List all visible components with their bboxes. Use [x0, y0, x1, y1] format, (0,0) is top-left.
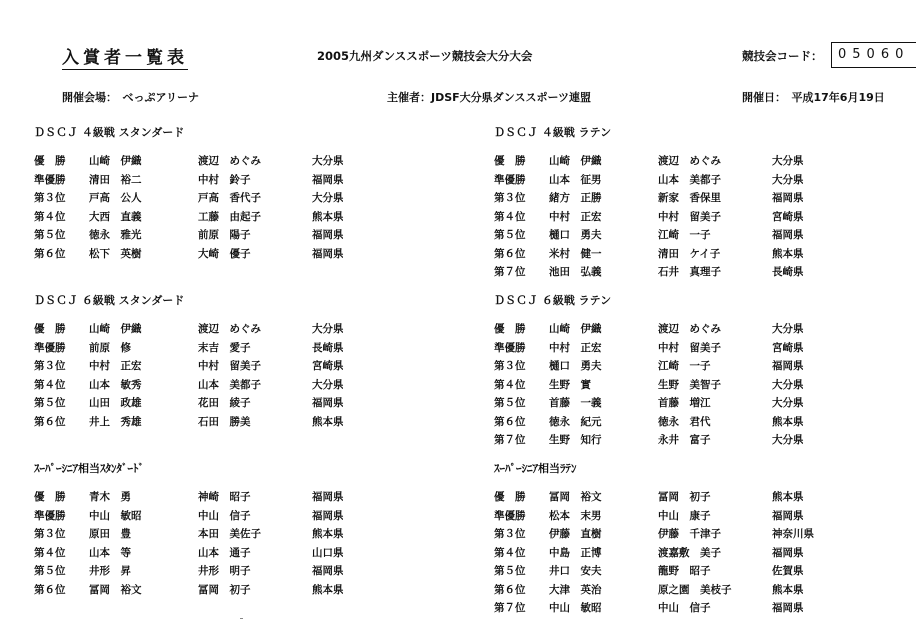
rank-label: 第５位	[34, 565, 66, 577]
result-row	[34, 489, 444, 508]
partner-name: 渡嘉敷 美子	[658, 546, 721, 559]
result-row	[34, 190, 444, 209]
result-row	[34, 563, 444, 582]
result-row	[494, 600, 904, 619]
result-row	[34, 395, 444, 414]
leader-name: 中村 正宏	[89, 360, 142, 372]
competition-code-label: 競技会コード：	[742, 49, 823, 63]
prefecture: 大分県	[772, 323, 804, 335]
partner-name: 大崎 優子	[198, 247, 251, 260]
partner-name: 戸高 香代子	[198, 192, 261, 204]
section-title: ＤＳＣＪ ６級戦 スタンダード	[34, 294, 185, 307]
rank-label: 準優勝	[494, 341, 526, 354]
leader-name: 中村 正宏	[549, 210, 602, 223]
leader-name: 大津 英治	[549, 583, 602, 596]
results-section	[494, 292, 904, 451]
partner-name: 中村 鈴子	[198, 173, 251, 186]
leader-name: 中村 正宏	[549, 341, 602, 354]
leader-name: 青木 勇	[89, 491, 131, 503]
partner-name: 渡辺 めぐみ	[198, 323, 261, 335]
section-title: ＤＳＣＪ ６級戦 ラテン	[494, 294, 612, 307]
result-row	[494, 321, 904, 340]
result-row	[34, 358, 444, 377]
prefecture: 福岡県	[772, 229, 804, 241]
partner-name: 徳永 君代	[658, 415, 711, 428]
partner-name: 中村 留美子	[658, 210, 721, 223]
partner-name: 花田 綾子	[198, 397, 251, 409]
result-row	[34, 172, 444, 191]
result-row	[34, 246, 444, 265]
partner-name: 末吉 愛子	[198, 341, 251, 354]
rank-label: 優 勝	[34, 323, 66, 335]
partner-name: 冨岡 初子	[198, 583, 251, 596]
leader-name: 山田 政雄	[89, 397, 142, 409]
prefecture: 福岡県	[772, 509, 804, 522]
partner-name: 工藤 由起子	[198, 210, 261, 223]
leader-name: 井形 昇	[89, 565, 131, 577]
result-row	[34, 414, 444, 433]
leader-name: 井口 安夫	[549, 565, 602, 577]
prefecture: 大分県	[312, 155, 344, 167]
leader-name: 山崎 伊織	[549, 323, 602, 335]
prefecture: 大分県	[772, 397, 804, 409]
partner-name: 石田 勝美	[198, 415, 251, 428]
prefecture: 大分県	[312, 192, 344, 204]
prefecture: 宮崎県	[772, 341, 804, 354]
leader-name: 松本 末男	[549, 509, 602, 522]
leader-name: 緒方 正勝	[549, 192, 602, 204]
leader-name: 徳永 雅光	[89, 229, 142, 241]
partner-name: 中村 留美子	[198, 360, 261, 372]
rank-label: 準優勝	[34, 509, 66, 522]
partner-name: 山本 美都子	[658, 173, 721, 186]
result-row	[494, 190, 904, 209]
rank-label: 第６位	[494, 415, 526, 428]
prefecture: 大分県	[312, 323, 344, 335]
prefecture: 熊本県	[772, 583, 804, 596]
partner-name: 前原 陽子	[198, 229, 251, 241]
prefecture: 長崎県	[772, 266, 804, 278]
leader-name: 首藤 一義	[549, 397, 602, 409]
result-row	[34, 526, 444, 545]
partner-name: 本田 美佐子	[198, 528, 261, 540]
partner-name: 渡辺 めぐみ	[658, 155, 721, 167]
prefecture: 熊本県	[312, 583, 344, 596]
result-row	[494, 377, 904, 396]
partner-name: 井形 明子	[198, 565, 251, 577]
result-row	[34, 340, 444, 359]
leader-name: 樋口 勇夫	[549, 229, 602, 241]
rank-label: 第３位	[34, 528, 66, 540]
prefecture: 熊本県	[772, 415, 804, 428]
rank-label: 第６位	[34, 415, 66, 428]
leader-name: 中山 敏昭	[89, 509, 142, 522]
result-row	[34, 582, 444, 601]
result-row	[34, 321, 444, 340]
leader-name: 松下 英樹	[89, 247, 142, 260]
result-row	[34, 227, 444, 246]
leader-name: 山本 等	[89, 546, 131, 559]
rank-label: 第６位	[34, 247, 66, 260]
leader-name: 大西 直義	[89, 210, 142, 223]
result-row	[494, 153, 904, 172]
leader-name: 中山 敏昭	[549, 602, 602, 614]
result-row	[494, 172, 904, 191]
prefecture: 宮崎県	[312, 360, 344, 372]
rank-label: 第５位	[494, 565, 526, 577]
leader-name: 山崎 伊織	[89, 155, 142, 167]
rank-label: 第７位	[494, 434, 526, 446]
partner-name: 龍野 昭子	[658, 565, 711, 577]
partner-name: 伊藤 千津子	[658, 528, 721, 540]
partner-name: 石井 真理子	[658, 266, 721, 278]
rank-label: 第５位	[34, 229, 66, 241]
leader-name: 中島 正博	[549, 546, 602, 559]
rank-label: 第７位	[494, 602, 526, 614]
rank-label: 第４位	[494, 210, 526, 223]
event-name: 2005九州ダンススポーツ競技会大分大会	[317, 49, 533, 63]
rank-label: 第５位	[494, 397, 526, 409]
prefecture: 福岡県	[312, 247, 344, 260]
result-row	[494, 545, 904, 564]
result-row	[494, 246, 904, 265]
rank-label: 第３位	[494, 192, 526, 204]
rank-label: 優 勝	[494, 323, 526, 335]
rank-label: 第６位	[494, 247, 526, 260]
result-row	[494, 432, 904, 451]
partner-name: 中山 信子	[658, 602, 711, 614]
result-row	[494, 227, 904, 246]
section-title: ＤＳＣＪ ４級戦 スタンダード	[34, 126, 185, 139]
partner-name: 中山 信子	[198, 509, 251, 522]
rank-label: 準優勝	[34, 341, 66, 354]
results-section	[34, 460, 444, 600]
leader-name: 山崎 伊織	[89, 323, 142, 335]
partner-name: 渡辺 めぐみ	[198, 155, 261, 167]
prefecture: 福岡県	[312, 397, 344, 409]
prefecture: 熊本県	[312, 210, 344, 223]
rank-label: 第３位	[494, 360, 526, 372]
prefecture: 熊本県	[772, 247, 804, 260]
result-row	[34, 508, 444, 527]
leader-name: 樋口 勇夫	[549, 360, 602, 372]
partner-name: 永井 富子	[658, 434, 711, 446]
partner-name: 新家 香保里	[658, 192, 721, 204]
leader-name: 生野 實	[549, 378, 591, 391]
leader-name: 徳永 紀元	[549, 415, 602, 428]
prefecture: 神奈川県	[772, 528, 814, 540]
partner-name: 江崎 一子	[658, 229, 711, 241]
page-title: 入賞者一覧表	[62, 43, 188, 70]
partner-name: 江崎 一子	[658, 360, 711, 372]
result-row	[34, 153, 444, 172]
rank-label: 第５位	[34, 397, 66, 409]
partner-name: 山本 美都子	[198, 378, 261, 391]
leader-name: 米村 健一	[549, 247, 602, 260]
prefecture: 熊本県	[312, 415, 344, 428]
organizer: 主催者：JDSF大分県ダンススポーツ連盟	[387, 91, 591, 104]
leader-name: 山崎 伊織	[549, 155, 602, 167]
prefecture: 福岡県	[312, 491, 344, 503]
rank-label: 優 勝	[494, 491, 526, 503]
prefecture: 大分県	[772, 378, 804, 391]
rank-label: 第３位	[34, 192, 66, 204]
partner-name: 生野 美智子	[658, 378, 721, 391]
section-title: ｽｰﾊﾟｰｼﾆｱ相当ﾗﾃﾝ	[494, 462, 577, 475]
prefecture: 熊本県	[772, 491, 804, 503]
section-title: ＤＳＣＪ ４級戦 ラテン	[494, 126, 612, 139]
results-section	[34, 124, 444, 264]
leader-name: 冨岡 裕文	[89, 583, 142, 596]
result-row	[494, 395, 904, 414]
section-title: ｽｰﾊﾟｰｼﾆｱ相当ｽﾀﾝﾀﾞｰﾄﾞ	[34, 462, 144, 475]
prefecture: 大分県	[772, 173, 804, 186]
leader-name: 山本 征男	[549, 173, 602, 186]
result-row	[494, 582, 904, 601]
prefecture: 大分県	[772, 155, 804, 167]
leader-name: 山本 敏秀	[89, 378, 142, 391]
event-date: 開催日： 平成17年6月19日	[742, 91, 885, 104]
competition-code-value: 05060	[831, 42, 916, 68]
result-row	[494, 489, 904, 508]
rank-label: 優 勝	[34, 155, 66, 167]
rank-label: 第３位	[34, 360, 66, 372]
venue: 開催会場： べっぷアリーナ	[62, 91, 200, 104]
prefecture: 福岡県	[772, 360, 804, 372]
result-row	[494, 563, 904, 582]
result-row	[34, 209, 444, 228]
result-row	[494, 414, 904, 433]
leader-name: 池田 弘義	[549, 266, 602, 278]
prefecture: 大分県	[312, 378, 344, 391]
leader-name: 生野 知行	[549, 434, 602, 446]
results-section	[34, 292, 444, 432]
partner-name: 清田 ケイ子	[658, 247, 721, 260]
prefecture: 山口県	[312, 546, 344, 559]
rank-label: 第４位	[494, 378, 526, 391]
rank-label: 第３位	[494, 528, 526, 540]
prefecture: 熊本県	[312, 528, 344, 540]
rank-label: 第４位	[34, 546, 66, 559]
prefecture: 福岡県	[312, 173, 344, 186]
results-section	[494, 460, 904, 619]
rank-label: 準優勝	[34, 173, 66, 186]
rank-label: 第４位	[494, 546, 526, 559]
prefecture: 福岡県	[772, 546, 804, 559]
leader-name: 原田 豊	[89, 528, 131, 540]
result-row	[494, 358, 904, 377]
scan-mark	[240, 618, 243, 619]
rank-label: 第５位	[494, 229, 526, 241]
result-row	[34, 377, 444, 396]
partner-name: 中村 留美子	[658, 341, 721, 354]
rank-label: 準優勝	[494, 509, 526, 522]
rank-label: 準優勝	[494, 173, 526, 186]
leader-name: 前原 修	[89, 341, 131, 354]
prefecture: 福岡県	[772, 602, 804, 614]
prefecture: 佐賀県	[772, 565, 804, 577]
prefecture: 大分県	[772, 434, 804, 446]
rank-label: 第６位	[34, 583, 66, 596]
partner-name: 神崎 昭子	[198, 491, 251, 503]
prefecture: 福岡県	[312, 229, 344, 241]
result-row	[494, 526, 904, 545]
leader-name: 清田 裕二	[89, 173, 142, 186]
partner-name: 中山 康子	[658, 509, 711, 522]
partner-name: 冨岡 初子	[658, 491, 711, 503]
result-row	[494, 340, 904, 359]
prefecture: 福岡県	[312, 565, 344, 577]
result-row	[494, 209, 904, 228]
leader-name: 伊藤 直樹	[549, 528, 602, 540]
partner-name: 首藤 増江	[658, 397, 711, 409]
prefecture: 宮崎県	[772, 210, 804, 223]
rank-label: 優 勝	[34, 491, 66, 503]
results-section	[494, 124, 904, 283]
leader-name: 戸高 公人	[89, 192, 142, 204]
result-row	[494, 264, 904, 283]
rank-label: 第４位	[34, 378, 66, 391]
result-row	[494, 508, 904, 527]
rank-label: 第４位	[34, 210, 66, 223]
partner-name: 原之園 美枝子	[658, 583, 732, 596]
rank-label: 第７位	[494, 266, 526, 278]
rank-label: 優 勝	[494, 155, 526, 167]
leader-name: 井上 秀雄	[89, 415, 142, 428]
result-row	[34, 545, 444, 564]
leader-name: 冨岡 裕文	[549, 491, 602, 503]
prefecture: 長崎県	[312, 341, 344, 354]
prefecture: 福岡県	[312, 509, 344, 522]
partner-name: 山本 通子	[198, 546, 251, 559]
rank-label: 第６位	[494, 583, 526, 596]
partner-name: 渡辺 めぐみ	[658, 323, 721, 335]
prefecture: 福岡県	[772, 192, 804, 204]
